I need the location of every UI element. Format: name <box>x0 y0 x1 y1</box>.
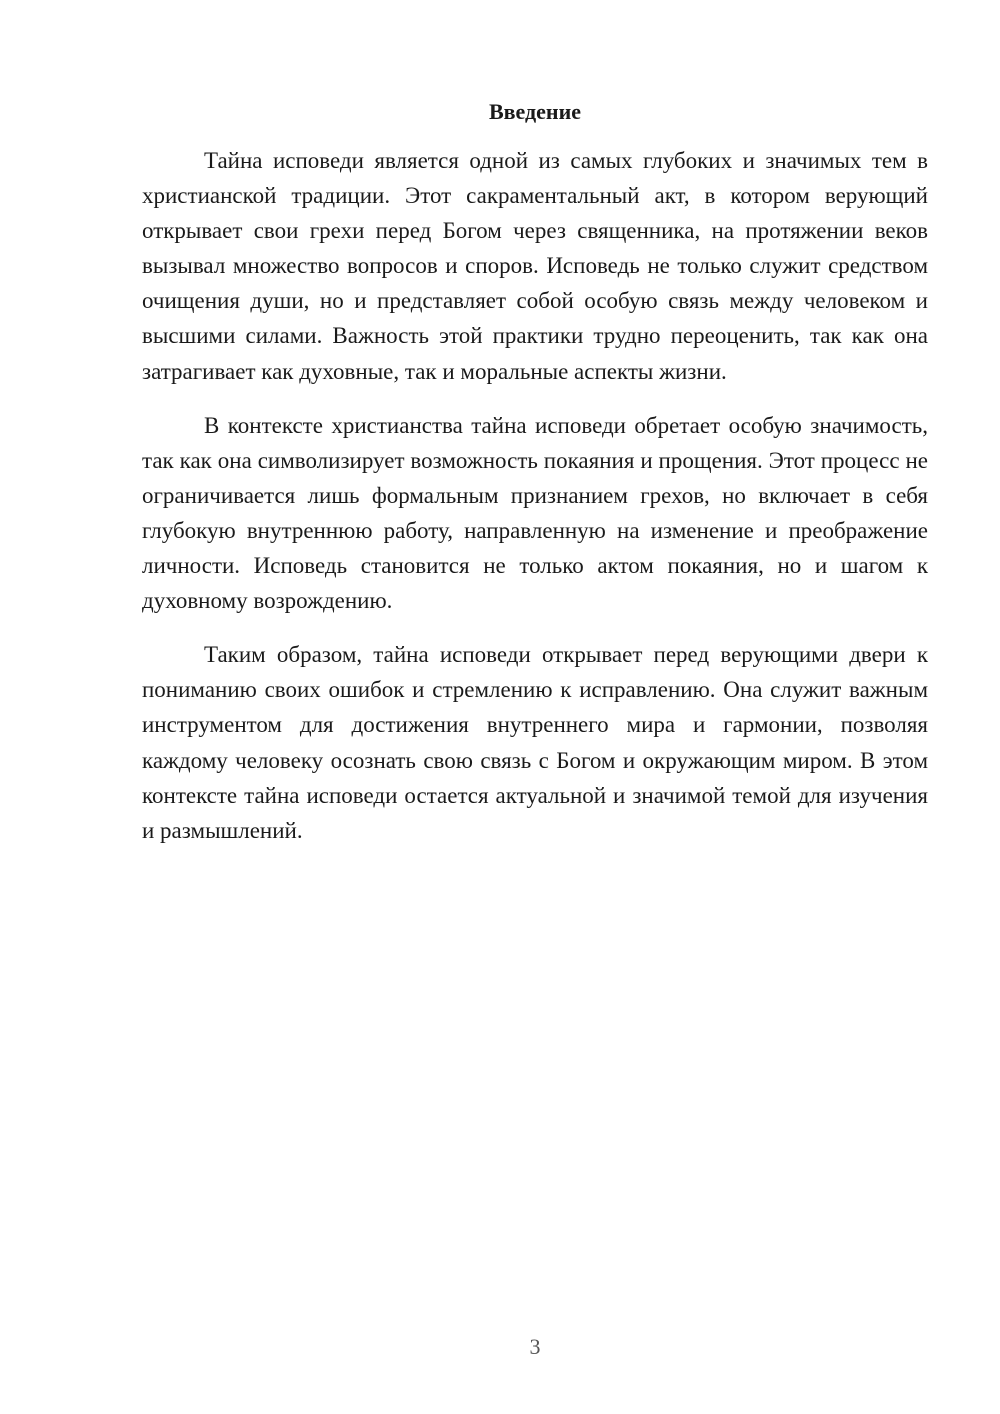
page-number: 3 <box>529 1334 541 1359</box>
paragraph-1: Тайна исповеди является одной из самых глубоких и значимых тем в христианской традиции. Этот сакраментальный акт, в котором верующий открывает свои грехи перед Богом через священника, на протяжении веков вызывал множество вопросов и споров. Исповедь не только служит средством очищения души, но и представляет собой особую связь между человеком и высшими силами. Важность этой практики трудно переоценить, так как она затрагивает как духовные, так и моральные аспекты жизни. <box>142 148 928 384</box>
paragraph-2: В контексте христианства тайна исповеди обретает особую значимость, так как она символизирует возможность покаяния и прощения. Этот процесс не ограничивается лишь формальным признанием грехов, но включает в себя глубокую внутреннюю работу, направленную на изменение и преображение личности. Исповедь становится не только актом покаяния, но и шагом к духовному возрождению. <box>142 412 928 614</box>
paragraph-3: Таким образом, тайна исповеди открывает перед верующими двери к пониманию своих ошибок и стремлению к исправлению. Она служит важным инструментом для достижения внутреннего мира и гармонии, позволяя каждому человеку осознать свою связь с Богом и окружающим миром. В этом контексте тайна исповеди остается актуальной и значимой темой для изучения и размышлений. <box>142 642 928 843</box>
section-heading: Введение <box>488 99 582 124</box>
body-text <box>142 143 928 848</box>
